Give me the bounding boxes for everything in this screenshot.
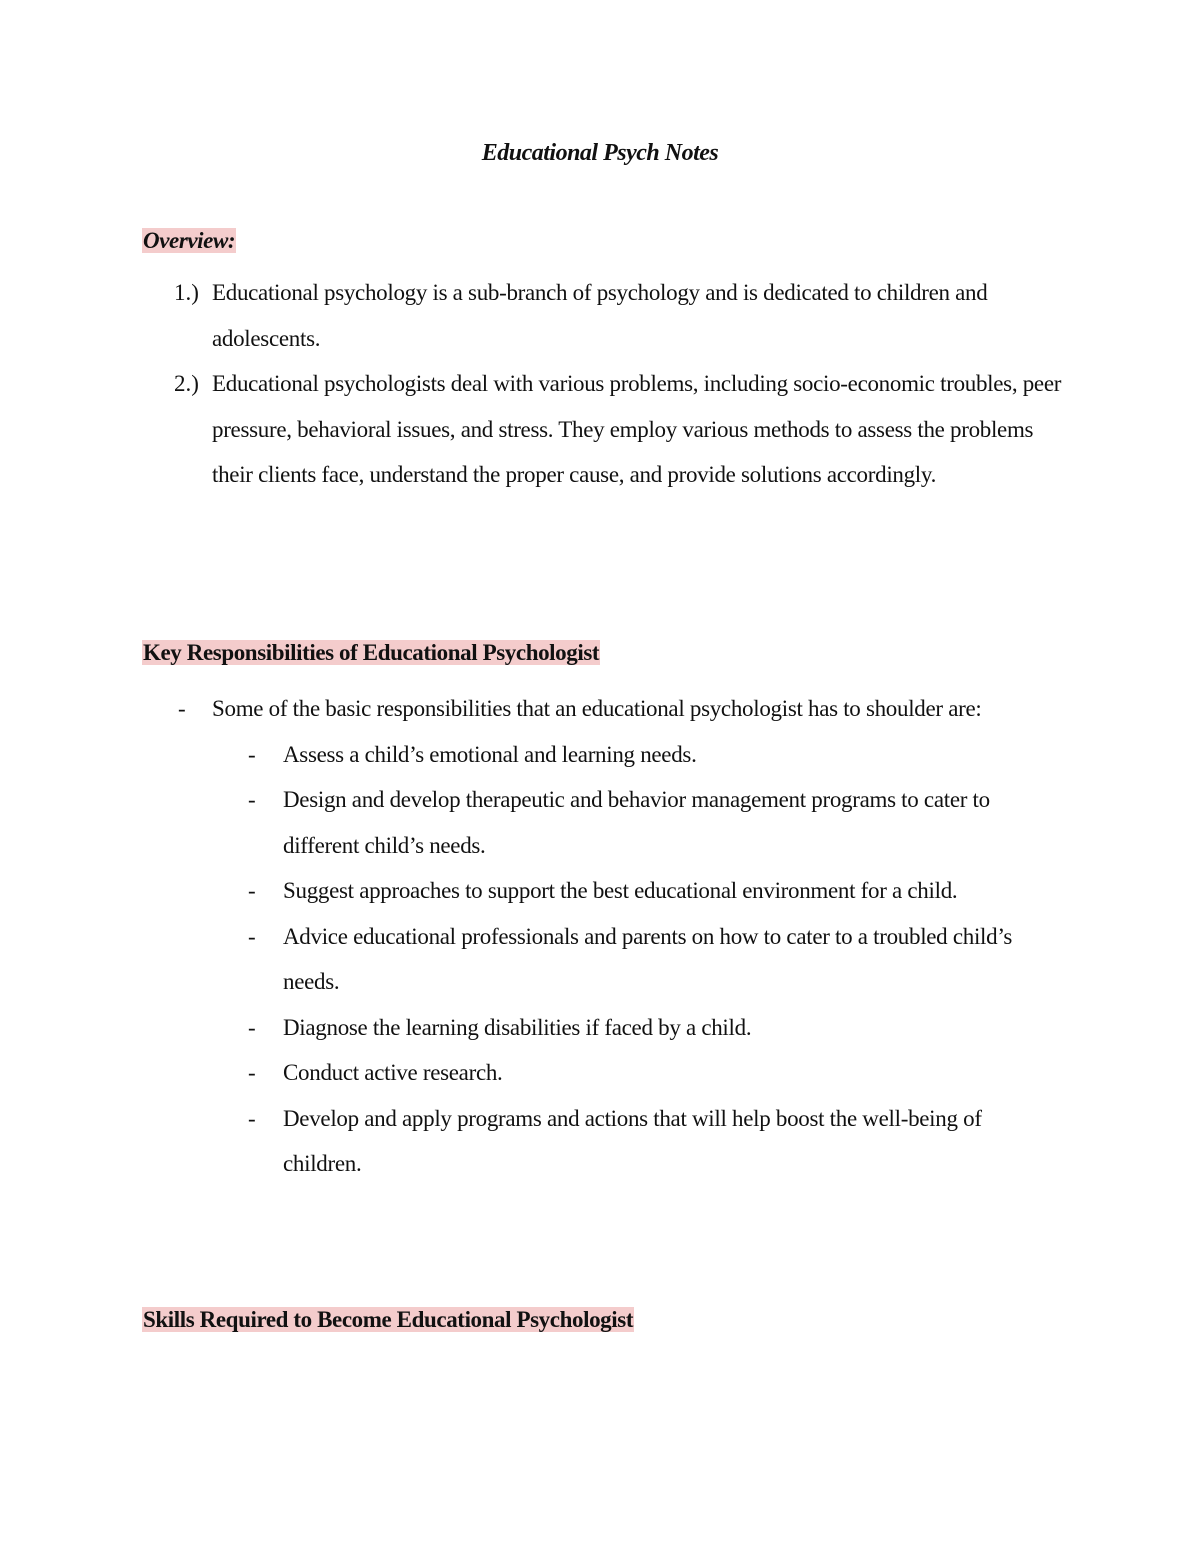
skills-heading bbox=[142, 1305, 634, 1335]
overview-heading-text: Overview: bbox=[143, 228, 236, 253]
document-title: Educational Psych Notes bbox=[481, 140, 719, 166]
list-item-text: Assess a child’s emotional and learning needs. bbox=[283, 741, 697, 767]
list-item-text: Design and develop therapeutic and behavior management programs to cater to different child’s needs. bbox=[283, 787, 990, 858]
list-item bbox=[0, 1050, 1200, 1096]
list-item-text: Conduct active research. bbox=[283, 1060, 503, 1085]
list-item bbox=[0, 777, 1200, 868]
list-item bbox=[0, 732, 1200, 778]
list-item bbox=[0, 270, 1200, 361]
bullet-dash: - bbox=[248, 741, 256, 767]
responsibilities-sublist bbox=[0, 732, 1200, 1187]
list-item bbox=[0, 1096, 1200, 1187]
list-item-text: Educational psychologists deal with various problems, including socio-economic troubles, peer pressure, behavioral issues, and stress. They employ various methods to assess the problems their clients face, understand the proper cause, and provide solutions accordingly. bbox=[212, 371, 1062, 487]
responsibilities-list bbox=[0, 686, 1200, 1187]
list-number: 2.) bbox=[174, 371, 199, 396]
list-item-text: Some of the basic responsibilities that an educational psychologist has to shoulder are: bbox=[212, 696, 982, 721]
skills-heading-text: Skills Required to Become Educational Psychologist bbox=[143, 1307, 634, 1332]
overview-numbered-list bbox=[0, 270, 1200, 498]
list-item-text: Develop and apply programs and actions that will help boost the well-being of children. bbox=[283, 1105, 982, 1176]
list-item bbox=[0, 914, 1200, 1005]
list-item-text: Advice educational professionals and parents on how to cater to a troubled child’s needs. bbox=[283, 923, 1013, 994]
bullet-dash: - bbox=[248, 787, 256, 812]
overview-heading bbox=[142, 226, 236, 256]
bullet-dash: - bbox=[248, 923, 256, 949]
list-item-text: Educational psychology is a sub-branch of psychology and is dedicated to children and adolescents. bbox=[212, 280, 988, 351]
list-item bbox=[0, 686, 1200, 732]
bullet-dash: - bbox=[178, 696, 186, 721]
list-item bbox=[0, 361, 1200, 498]
bullet-dash: - bbox=[248, 1105, 256, 1131]
list-number: 1.) bbox=[174, 280, 199, 305]
bullet-dash: - bbox=[248, 1060, 256, 1085]
responsibilities-heading-text: Key Responsibilities of Educational Psychologist bbox=[143, 640, 600, 665]
list-item-text: Suggest approaches to support the best educational environment for a child. bbox=[283, 878, 958, 903]
bullet-dash: - bbox=[248, 878, 256, 903]
list-item bbox=[0, 868, 1200, 914]
responsibilities-heading bbox=[142, 638, 600, 668]
bullet-dash: - bbox=[248, 1014, 256, 1040]
list-item-text: Diagnose the learning disabilities if faced by a child. bbox=[283, 1014, 752, 1040]
list-item bbox=[0, 1005, 1200, 1051]
